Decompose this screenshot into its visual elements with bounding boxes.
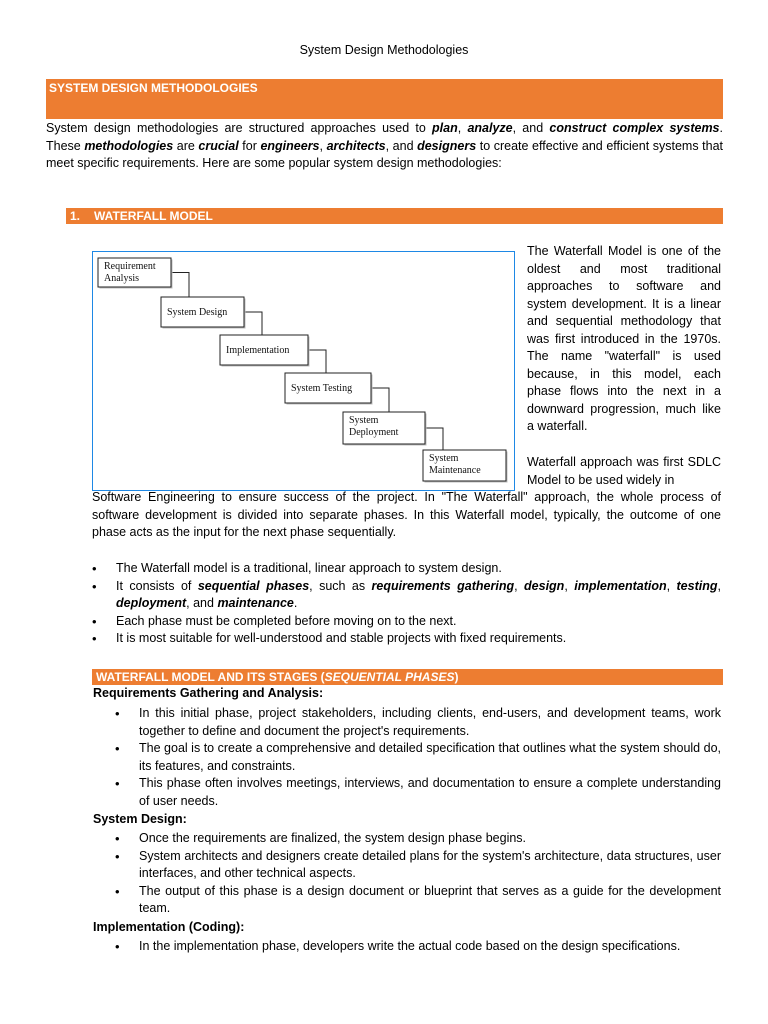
- phase-label: Implementation: [226, 345, 290, 356]
- list-item: • The output of this phase is a design document or blueprint that serves as a guide for the development team.: [115, 883, 721, 918]
- heading-system-design: System Design:: [93, 812, 187, 826]
- text-run: It is most suitable for well-understood and stable projects with fixed requirements.: [116, 631, 567, 645]
- heading-implementation: Implementation (Coding):: [93, 920, 245, 934]
- text-run: , and: [512, 121, 550, 135]
- waterfall-para2-rest: Software Engineering to ensure success of the project. In "The Waterfall" approach, the whole process of software development is divided into separate phases. In this Waterfall model, typically, the outcome of one phase acts as the input for the next phase sequentially.: [92, 490, 721, 539]
- emphasis-text: plan: [432, 121, 458, 135]
- list-item: [92, 578, 721, 613]
- flow-connector: [425, 428, 443, 450]
- text-run: WATERFALL MODEL AND ITS STAGES (: [96, 670, 325, 684]
- emphasis-text: implementation: [574, 578, 667, 593]
- text-run: , and: [385, 138, 418, 153]
- phase-label: Maintenance: [429, 465, 481, 476]
- emphasis-text: architects: [326, 138, 386, 153]
- phase-label: System: [349, 415, 379, 426]
- text-run: , such as: [309, 578, 372, 593]
- waterfall-diagram: [92, 251, 515, 491]
- emphasis-text: designers: [417, 138, 477, 153]
- flow-connector: [371, 388, 389, 412]
- text-run: are: [173, 138, 199, 153]
- list-item: [92, 560, 721, 578]
- text-run: .: [293, 596, 298, 610]
- text-run: System design methodologies are structured approaches used to: [46, 121, 433, 135]
- text-run: ,: [319, 138, 327, 153]
- page-title: System Design Methodologies: [299, 43, 469, 57]
- phase-label: System: [429, 453, 459, 464]
- text-run: ,: [564, 578, 575, 593]
- emphasis-text: crucial: [198, 138, 239, 153]
- heading-requirements: Requirements Gathering and Analysis:: [93, 686, 324, 700]
- list-item: • This phase often involves meetings, interviews, and documentation to ensure a complete understanding of user needs.: [115, 775, 721, 810]
- text-run: ,: [717, 578, 721, 593]
- emphasis-text: deployment: [116, 596, 187, 610]
- text-run: for: [238, 138, 261, 153]
- text-run: The Waterfall model is a traditional, linear approach to system design.: [116, 561, 502, 575]
- emphasis-text: methodologies: [84, 138, 174, 153]
- emphasis-text: sequential phases: [197, 578, 310, 593]
- flow-connector: [244, 312, 262, 335]
- emphasis-text: testing: [676, 578, 718, 593]
- emphasis-text: construct complex systems: [549, 121, 720, 135]
- emphasis-text: maintenance: [217, 596, 294, 610]
- text-run: . These: [46, 121, 723, 153]
- phase-label: System Testing: [291, 383, 353, 394]
- phase-label: System Design: [167, 307, 228, 318]
- section-banner-stages: [92, 669, 723, 685]
- list-item: • In this initial phase, project stakeholders, including clients, end-users, and development teams, work together to define and document the project's requirements.: [115, 705, 721, 740]
- waterfall-description: The Waterfall Model is one of the oldest and most traditional approaches to software and system development. It is a linear and sequential methodology that was first introduced in the 1970s. The name "waterfall" is used because, in this model, each phase flows into the next in a downward progression, much like a waterfall.: [527, 244, 721, 433]
- waterfall-bullet-list: [92, 560, 721, 648]
- text-run: , and: [186, 596, 218, 610]
- requirements-bullet-list: [115, 705, 721, 810]
- flow-connector: [308, 350, 326, 373]
- text-run: Each phase must be completed before moving on to the next.: [116, 613, 457, 628]
- list-item: • In the implementation phase, developers write the actual code based on the design specifications.: [115, 938, 721, 956]
- list-item: • The goal is to create a comprehensive and detailed specification that outlines what the system should do, its features, and constraints.: [115, 740, 721, 775]
- phase-label: Deployment: [349, 427, 399, 438]
- design-bullet-list: [115, 830, 721, 918]
- flow-connector: [171, 273, 189, 298]
- section-banner-waterfall: [66, 208, 723, 224]
- emphasis-text: requirements gathering: [371, 578, 515, 593]
- text-run: ,: [457, 121, 468, 135]
- list-item: • Once the requirements are finalized, the system design phase begins.: [115, 830, 721, 848]
- text-run: ,: [666, 578, 677, 593]
- section-number: 1.: [70, 209, 81, 223]
- emphasis-text: SEQUENTIAL PHASES: [324, 670, 455, 684]
- phase-label: Analysis: [104, 273, 139, 284]
- text-run: to create effective and efficient systems that meet specific requirements. Here are some popular system design methodologies:: [46, 138, 723, 170]
- waterfall-para2-start: Waterfall approach was first SDLC Model to be used widely in: [527, 455, 721, 487]
- emphasis-text: engineers: [260, 138, 320, 153]
- text-run: It consists of: [116, 578, 198, 593]
- intro-paragraph: [46, 120, 723, 173]
- list-item: [92, 630, 721, 648]
- phase-label: Requirement: [104, 261, 156, 272]
- list-item: [92, 613, 721, 631]
- text-run: ): [454, 670, 459, 684]
- section-title: WATERFALL MODEL: [94, 209, 213, 223]
- implementation-bullet-list: [115, 938, 721, 956]
- list-item: • System architects and designers create detailed plans for the system's architecture, data structures, user interfaces, and other technical aspects.: [115, 848, 721, 883]
- emphasis-text: analyze: [467, 121, 513, 135]
- main-section-banner: SYSTEM DESIGN METHODOLOGIES: [46, 79, 723, 119]
- emphasis-text: design: [524, 578, 565, 593]
- text-run: ,: [514, 578, 525, 593]
